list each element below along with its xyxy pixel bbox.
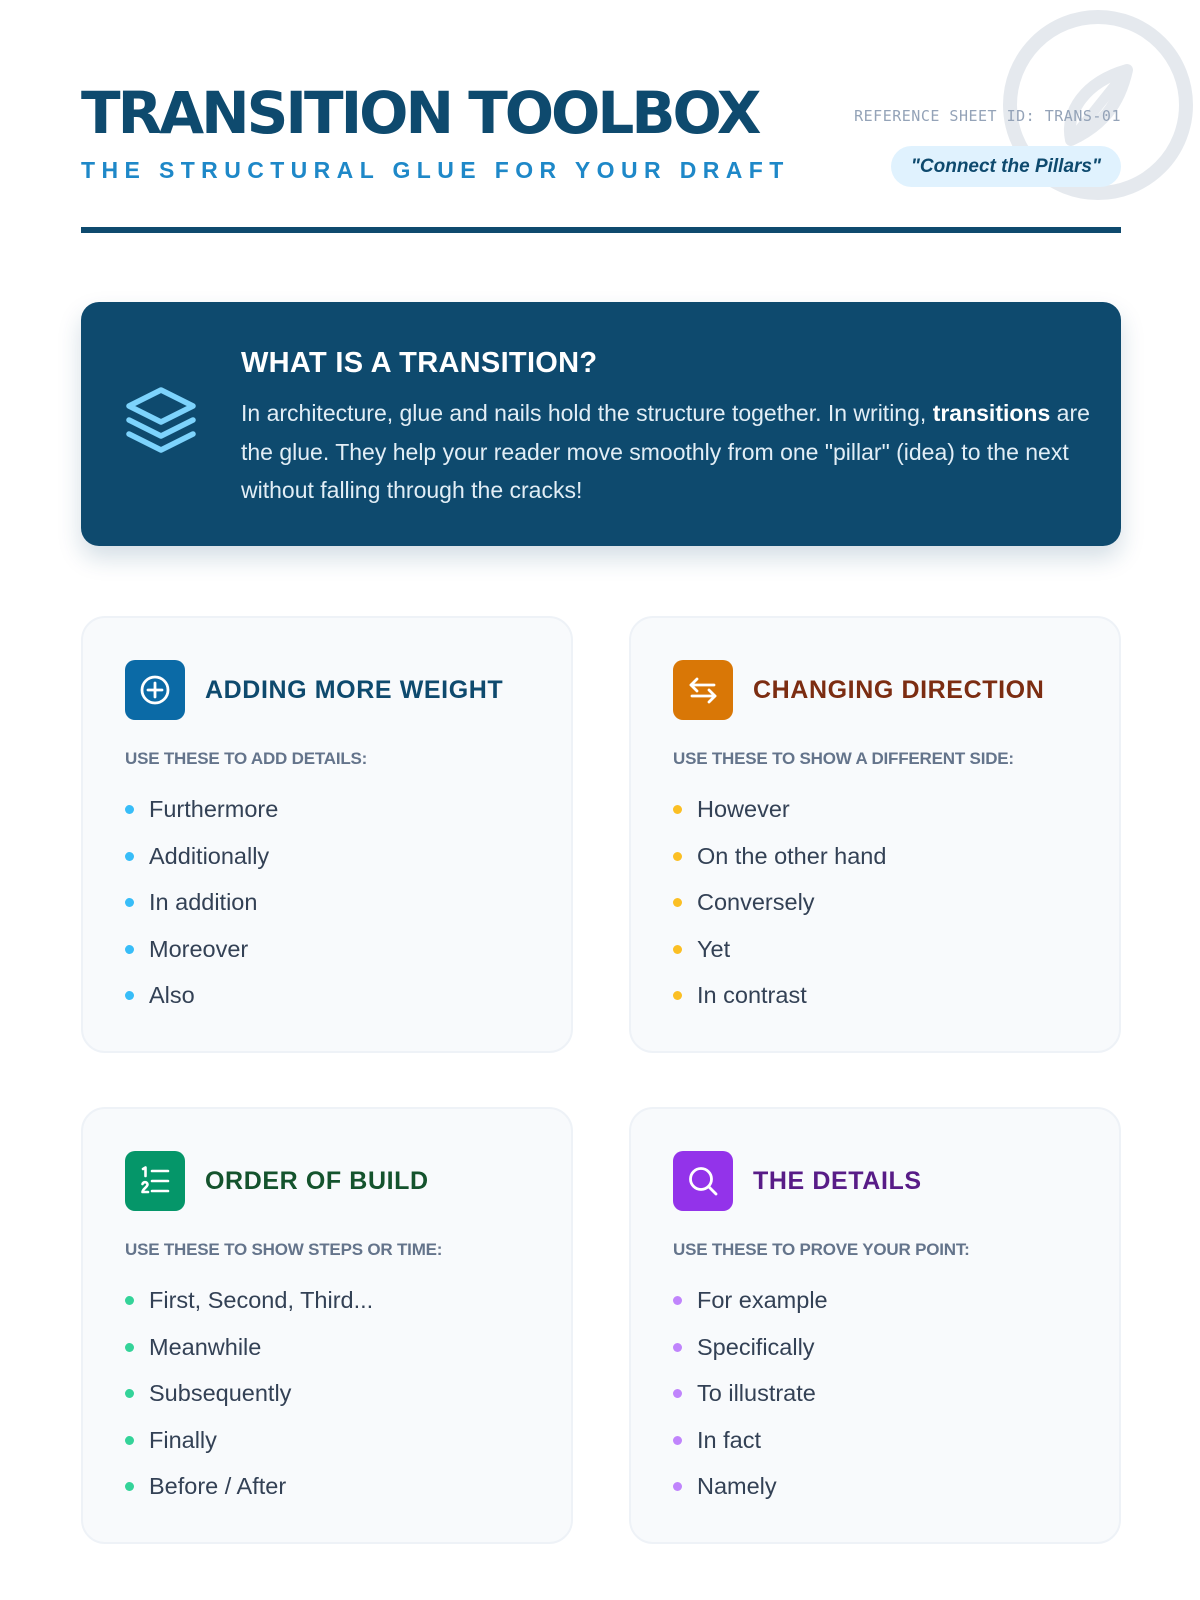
motto-badge: "Connect the Pillars" xyxy=(891,146,1121,187)
card-icon-badge xyxy=(673,1151,733,1211)
list-item: In contrast xyxy=(673,976,886,1023)
card-icon-badge xyxy=(673,660,733,720)
list-item: Before / After xyxy=(125,1467,373,1514)
card-title: THE DETAILS xyxy=(753,1167,922,1195)
card-title: ADDING MORE WEIGHT xyxy=(205,676,504,704)
intro-keyword: transitions xyxy=(932,400,1051,426)
intro-panel xyxy=(81,302,1121,546)
page-header xyxy=(81,80,1121,184)
header-divider xyxy=(81,227,1121,233)
intro-text: In architecture, glue and nails hold the structure together. In writing, transitions are the glue. They help your reader move smoothly from one "pillar" (idea) to the next without falling through the cracks! xyxy=(241,400,1090,503)
list-item: Specifically xyxy=(673,1328,828,1375)
list-item: Yet xyxy=(673,930,886,977)
card-label: USE THESE TO SHOW STEPS OR TIME: xyxy=(125,1240,443,1259)
list-item: Additionally xyxy=(125,837,278,884)
plus-circle-icon xyxy=(137,672,173,708)
transition-list xyxy=(673,1281,828,1514)
list-item: However xyxy=(673,790,886,837)
list-item: Conversely xyxy=(673,883,886,930)
card-label: USE THESE TO PROVE YOUR POINT: xyxy=(673,1240,970,1259)
page-title: TRANSITION TOOLBOX xyxy=(81,79,759,147)
list-item: Furthermore xyxy=(125,790,278,837)
card-title: ORDER OF BUILD xyxy=(205,1167,429,1195)
card-icon-badge xyxy=(125,660,185,720)
list-item: Also xyxy=(125,976,278,1023)
intro-heading: WHAT IS A TRANSITION? xyxy=(241,347,598,379)
card-the-details xyxy=(629,1107,1121,1544)
card-title: CHANGING DIRECTION xyxy=(753,676,1045,704)
card-label: USE THESE TO ADD DETAILS: xyxy=(125,749,368,768)
numbered-list-icon xyxy=(137,1163,173,1199)
transition-list xyxy=(125,790,278,1023)
list-item: Meanwhile xyxy=(125,1328,373,1375)
list-item: First, Second, Third... xyxy=(125,1281,373,1328)
card-order-of-build xyxy=(81,1107,573,1544)
list-item: To illustrate xyxy=(673,1374,828,1421)
swap-arrows-icon xyxy=(685,672,721,708)
list-item: On the other hand xyxy=(673,837,886,884)
page-subtitle: THE STRUCTURAL GLUE FOR YOUR DRAFT xyxy=(81,157,790,183)
list-item: In fact xyxy=(673,1421,828,1468)
reference-id: REFERENCE SHEET ID: TRANS-01 xyxy=(854,107,1121,125)
card-adding-more-weight xyxy=(81,616,573,1053)
list-item: Namely xyxy=(673,1467,828,1514)
card-label: USE THESE TO SHOW A DIFFERENT SIDE: xyxy=(673,749,1014,768)
list-item: Finally xyxy=(125,1421,373,1468)
card-changing-direction xyxy=(629,616,1121,1053)
transition-list xyxy=(673,790,886,1023)
transition-list xyxy=(125,1281,373,1514)
magnifier-icon xyxy=(685,1163,721,1199)
list-item: For example xyxy=(673,1281,828,1328)
list-item: Moreover xyxy=(125,930,278,977)
list-item: Subsequently xyxy=(125,1374,373,1421)
list-item: In addition xyxy=(125,883,278,930)
card-icon-badge xyxy=(125,1151,185,1211)
layers-icon xyxy=(121,382,201,462)
